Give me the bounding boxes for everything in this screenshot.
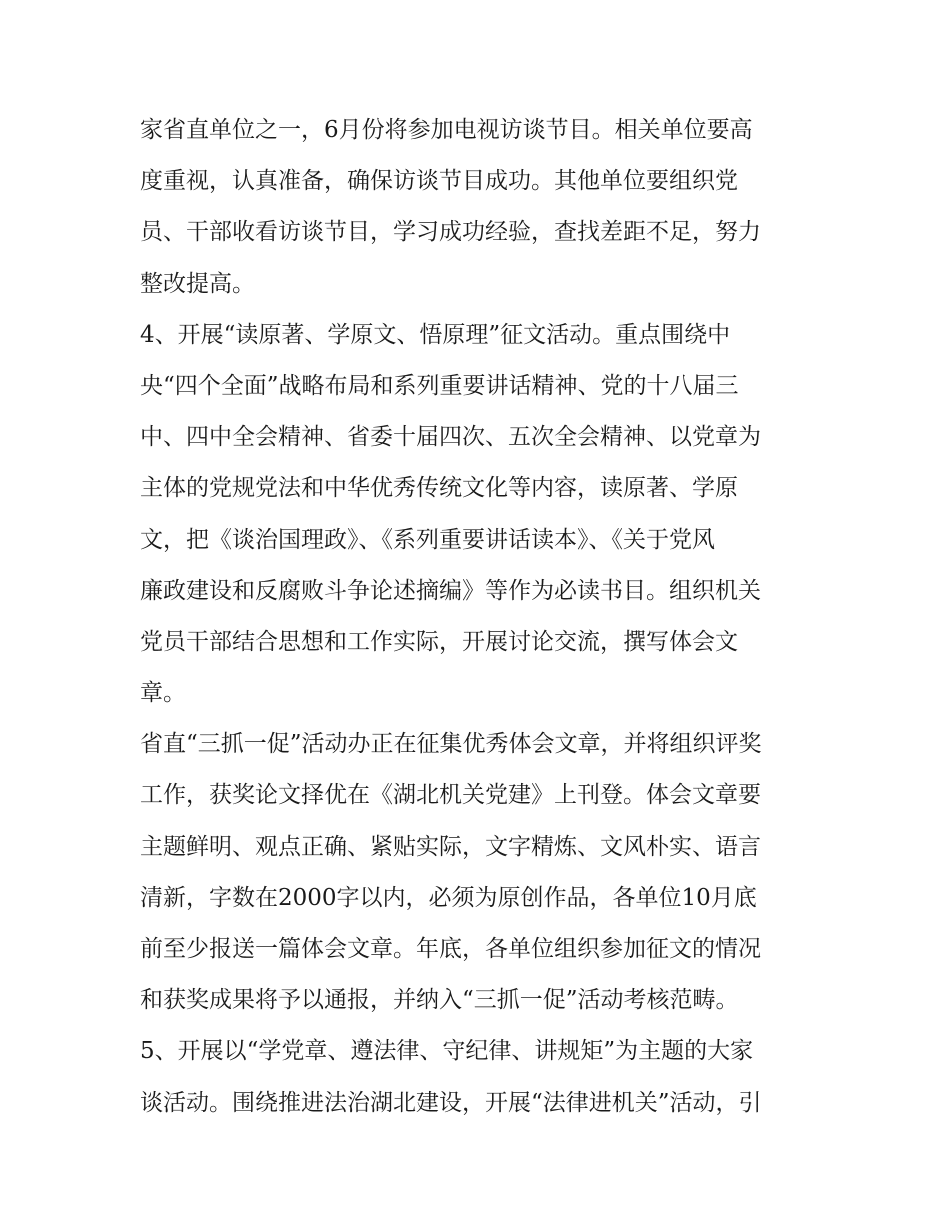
text-line: 和获奖成果将予以通报，并纳入“三抓一促”活动考核范畴。	[140, 987, 739, 1014]
text-line: 家省直单位之一，6月份将参加电视访谈节目。相关单位要高	[140, 117, 753, 143]
text-line: 员、干部收看访谈节目，学习成功经验，查找差距不足，努力	[140, 219, 761, 246]
text-line: 5、开展以“学党章、遵法律、守纪律、讲规矩”为主题的大家	[140, 1038, 754, 1065]
text-line: 省直“三抓一促”活动办正在征集优秀体会文章，并将组织评奖	[140, 731, 762, 758]
text-line: 清新，字数在2000字以内，必须为原创作品，各单位10月底	[140, 884, 757, 911]
text-line: 中、四中全会精神、省委十届四次、五次全会精神、以党章为	[140, 424, 761, 451]
text-line: 整改提高。	[140, 270, 255, 297]
text-line: 前至少报送一篇体会文章。年底，各单位组织参加征文的情况	[140, 936, 761, 962]
document-body	[140, 105, 830, 1129]
text-line: 章。	[140, 680, 186, 707]
text-line: 党员干部结合思想和工作实际，开展讨论交流，撰写体会文	[140, 628, 738, 655]
text-line: 谈活动。围绕推进法治湖北建设，开展“法律进机关”活动，引	[140, 1089, 762, 1116]
text-line: 主题鲜明、观点正确、紧贴实际，文字精炼、文风朴实、语言	[140, 833, 761, 860]
text-line: 主体的党规党法和中华优秀传统文化等内容，读原著、学原	[140, 475, 738, 502]
text-line: 工作，获奖论文择优在《湖北机关党建》上刊登。体会文章要	[140, 782, 761, 809]
text-line: 廉政建设和反腐败斗争论述摘编》等作为必读书目。组织机关	[140, 577, 761, 604]
text-line: 4、开展“读原著、学原文、悟原理”征文活动。重点围绕中	[140, 321, 731, 348]
text-line: 央“四个全面”战略布局和系列重要讲话精神、党的十八届三	[140, 372, 739, 399]
text-line: 文，把《谈治国理政》、《系列重要讲话读本》、《关于党风	[140, 526, 715, 553]
text-line: 度重视，认真准备，确保访谈节目成功。其他单位要组织党	[140, 168, 738, 195]
